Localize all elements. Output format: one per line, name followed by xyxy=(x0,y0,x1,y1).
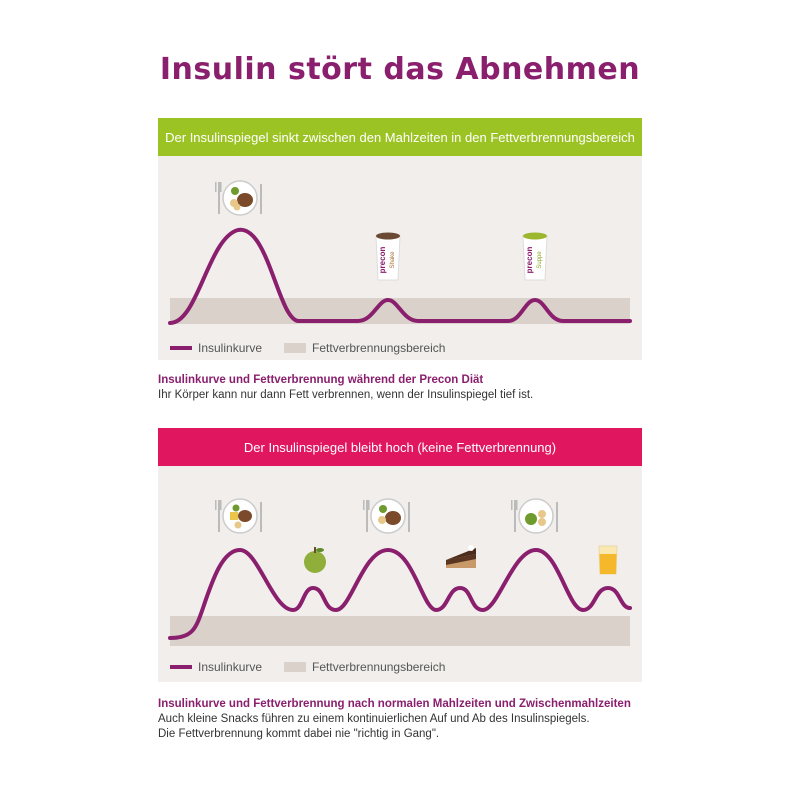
legend-band-swatch xyxy=(284,343,306,353)
fat-burning-band xyxy=(170,616,630,646)
diagram-panel-diet xyxy=(158,118,642,360)
caption-normal-text-2: Die Fettverbrennung kommt dabei nie "richtig in Gang". xyxy=(158,728,440,740)
juice-glass-icon xyxy=(599,546,617,574)
legend-curve-label: Insulinkurve xyxy=(198,660,263,674)
legend-band-swatch xyxy=(284,662,306,672)
apple-icon xyxy=(304,547,326,573)
shake-label-text: Shake xyxy=(390,251,396,269)
caption-normal xyxy=(158,697,658,742)
meal-plate-icon xyxy=(215,499,262,533)
page-title: Insulin stört das Abnehmen xyxy=(159,52,641,87)
meal-plate-icon xyxy=(363,499,410,533)
insulin-diagram-normal xyxy=(158,428,642,682)
shake-brand-text: precon xyxy=(378,246,387,274)
soup-label-text: Suppe xyxy=(537,251,543,269)
insulin-diagram-diet xyxy=(158,118,642,360)
caption-normal-heading: Insulinkurve und Fettverbrennung nach normalen Mahlzeiten und Zwischenmahlzeiten xyxy=(158,698,631,710)
panel-header-diet: Der Insulinspiegel sinkt zwischen den Mahlzeiten in den Fettverbrennungsbereich xyxy=(158,118,642,156)
legend-curve-swatch xyxy=(170,665,192,669)
shake-cup-icon xyxy=(376,233,400,281)
soup-brand-text: precon xyxy=(525,246,534,274)
legend xyxy=(170,660,445,674)
legend xyxy=(170,341,445,355)
caption-diet-heading: Insulinkurve und Fettverbrennung während der Precon Diät xyxy=(158,374,484,386)
legend-curve-swatch xyxy=(170,346,192,350)
caption-diet-text: Ihr Körper kann nur dann Fett verbrennen, wenn der Insulinspiegel tief ist. xyxy=(158,389,534,401)
caption-diet xyxy=(158,373,678,403)
legend-band-label: Fettverbrennungsbereich xyxy=(312,660,446,674)
panel-header-normal: Der Insulinspiegel bleibt hoch (keine Fettverbrennung) xyxy=(158,428,642,466)
cake-slice-icon xyxy=(446,545,476,568)
diagram-panel-normal xyxy=(158,428,642,682)
meal-plate-icon xyxy=(215,181,262,215)
soup-cup-icon xyxy=(523,233,547,281)
legend-curve-label: Insulinkurve xyxy=(198,341,263,355)
caption-normal-text-1: Auch kleine Snacks führen zu einem kontinuierlichen Auf und Ab des Insulinspiegels. xyxy=(158,713,590,725)
meal-plate-icon xyxy=(511,499,558,533)
legend-band-label: Fettverbrennungsbereich xyxy=(312,341,446,355)
